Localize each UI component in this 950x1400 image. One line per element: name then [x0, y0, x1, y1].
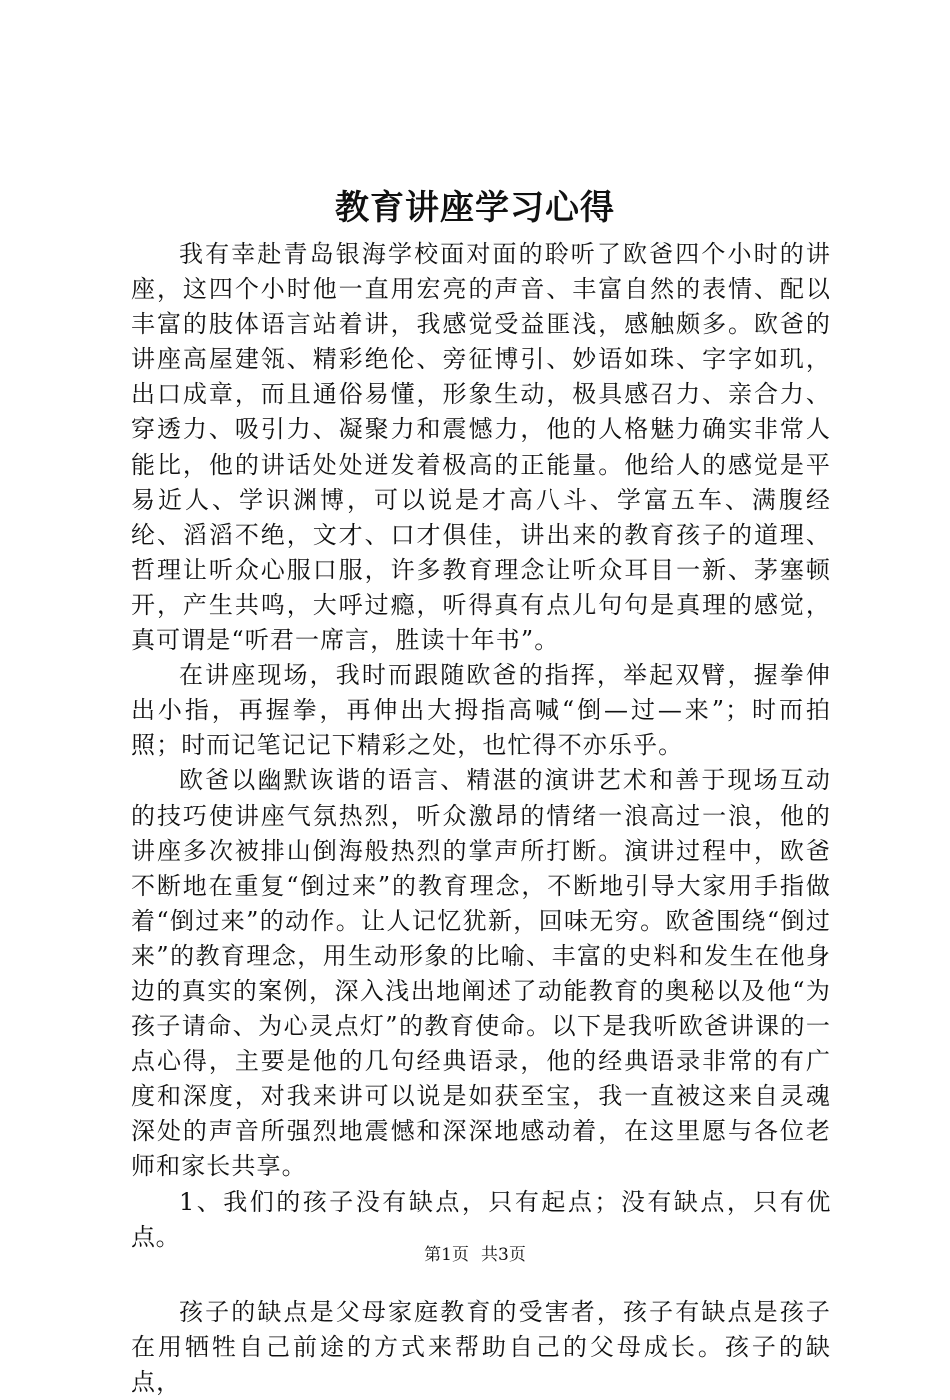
paragraph-4: 孩子的缺点是父母家庭教育的受害者，孩子有缺点是孩子在用牺牲自己前途的方式来帮助自己的父母成长。孩子的缺点，: [131, 1297, 831, 1396]
document-title: 教育讲座学习心得: [335, 188, 615, 228]
paragraph-1: 我有幸赴青岛银海学校面对面的聆听了欧爸四个小时的讲座，这四个小时他一直用宏亮的声音、丰富自然的表情、配以丰富的肢体语言站着讲，我感觉受益匪浅，感触颇多。欧爸的讲座高屋建瓴、精彩绝伦、旁征博引、妙语如珠、字字如玑，出口成章，而且通俗易懂，形象生动，极具感召力、亲合力、穿透力、吸引力、凝聚力和震憾力，他的人格魅力确实非常人能比，他的讲话处处迸发着极高的正能量。他给人的感觉是平易近人、学识渊博，可以说是才高八斗、学富五车、满腹经纶、滔滔不绝，文才、口才俱佳，讲出来的教育孩子的道理、哲理让听众心服口服，许多教育理念让听众耳目一新、茅塞顿开，产生共鸣，大呼过瘾，听得真有点儿句句是真理的感觉，真可谓是“听君一席言，胜读十年书”。: [131, 240, 831, 655]
page-number: 第1页: [424, 1245, 469, 1265]
list-item-1: 1、我们的孩子没有缺点，只有起点；没有缺点，只有优点。: [131, 1187, 831, 1251]
paragraph-3: 欧爸以幽默诙谐的语言、精湛的演讲艺术和善于现场互动的技巧使讲座气氛热烈，听众激昂的情绪一浪高过一浪，他的讲座多次被排山倒海般热烈的掌声所打断。演讲过程中，欧爸不断地在重复“倒过来”的教育理念，不断地引导大家用手指做着“倒过来”的动作。让人记忆犹新，回味无穷。欧爸围绕“倒过来”的教育理念，用生动形象的比喻、丰富的史料和发生在他身边的真实的案例，深入浅出地阐述了动能教育的奥秘以及他“为孩子请命、为心灵点灯”的教育使命。以下是我听欧爸讲课的一点心得，主要是他的几句经典语录，他的经典语录非常的有广度和深度，对我来讲可以说是如获至宝，我一直被这来自灵魂深处的声音所强烈地震憾和深深地感动着，在这里愿与各位老师和家长共享。: [131, 766, 831, 1181]
document-body: [131, 237, 831, 1400]
page-total: 共3页: [481, 1245, 526, 1265]
paragraph-2: 在讲座现场，我时而跟随欧爸的指挥，举起双臂，握拳伸出小指，再握拳，再伸出大拇指高喊“倒—过—来”；时而拍照；时而记笔记记下精彩之处，也忙得不亦乐乎。: [131, 661, 831, 760]
page-footer: [0, 1244, 950, 1266]
